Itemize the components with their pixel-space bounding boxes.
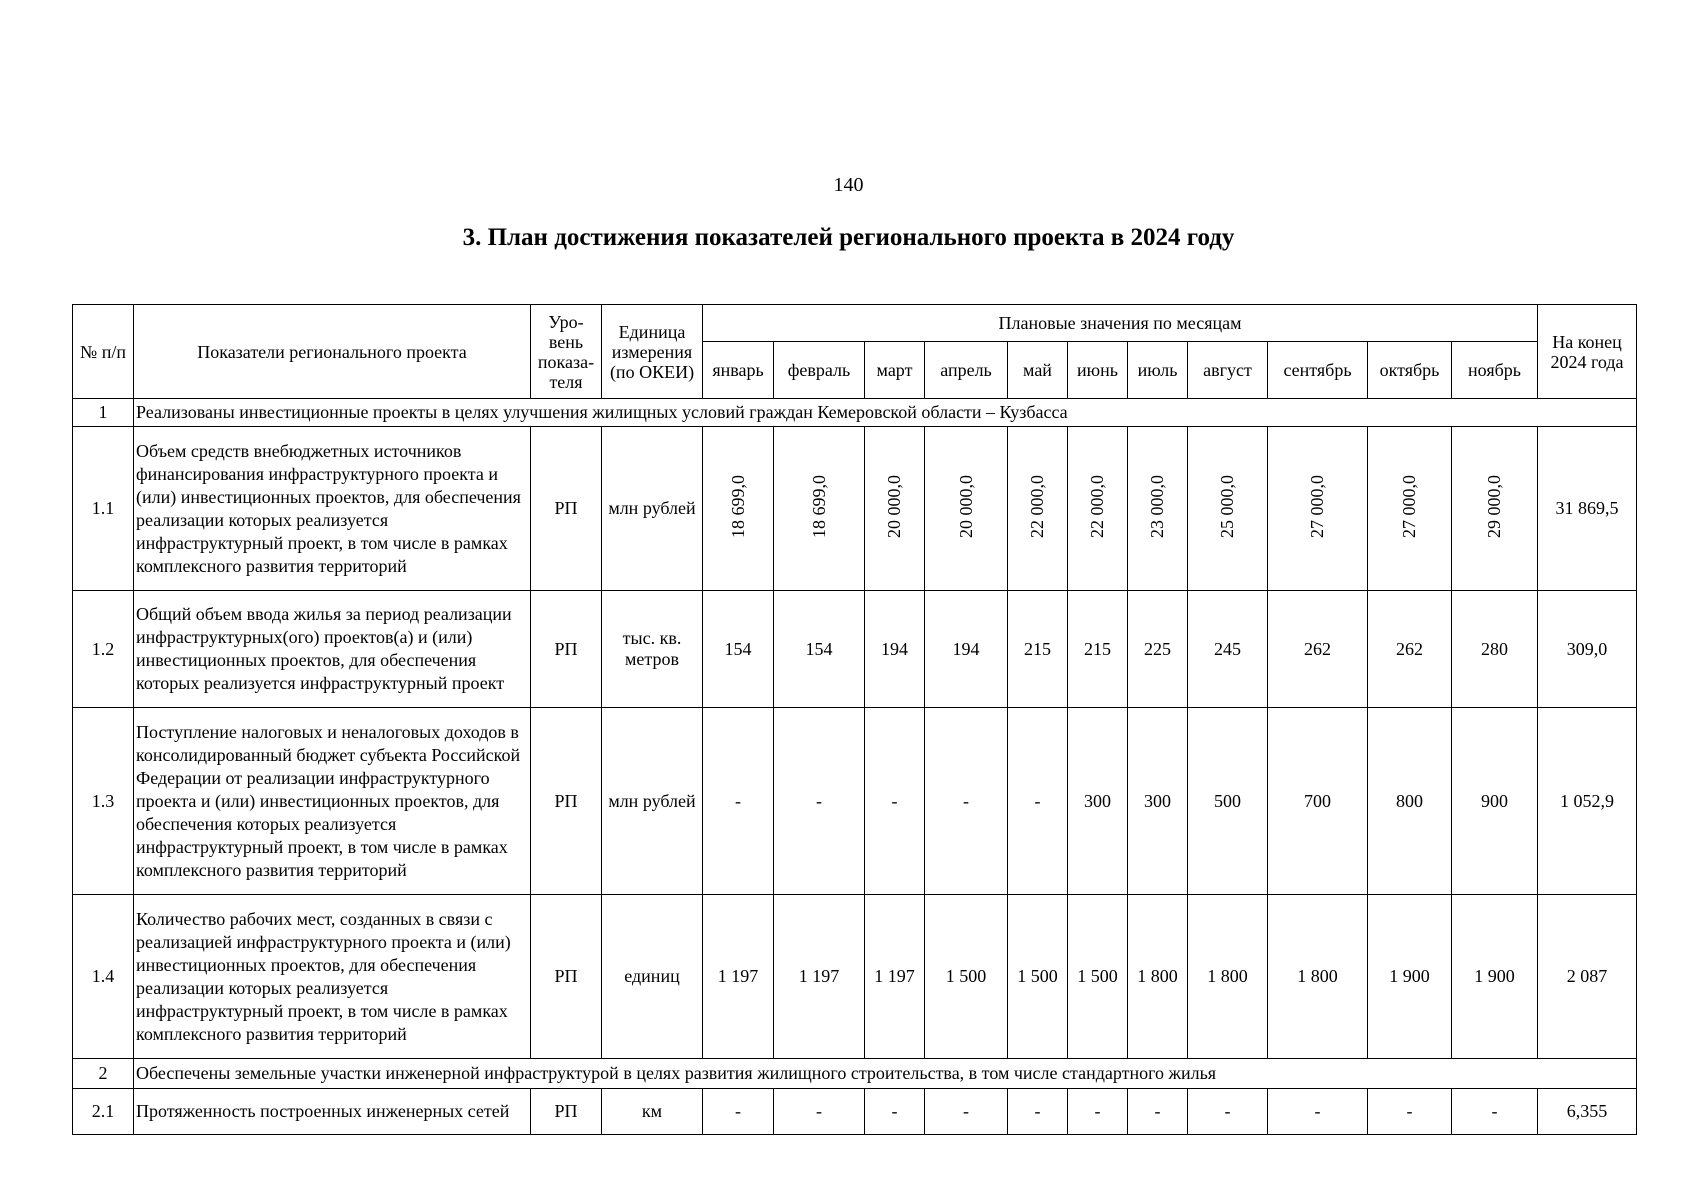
- section-row: [73, 399, 1637, 427]
- month-value: -: [703, 1089, 774, 1135]
- month-value: -: [925, 708, 1008, 895]
- indicator-name: Поступление налоговых и неналоговых доходов в консолидированный бюджет субъекта Российской Федерации от реализации инфраструктурного проекта и (или) инвестиционных проектов, для обеспечения которых реализуется инфраструктурный проект, в том числе в рамках комплексного развития территорий: [134, 708, 531, 895]
- row-num: 1.4: [73, 895, 134, 1059]
- month-value: 300: [1128, 708, 1188, 895]
- month-value: 29 000,0: [1484, 474, 1504, 538]
- header-month: сентябрь: [1268, 342, 1368, 399]
- month-value: 20 000,0: [955, 474, 976, 538]
- section-title: Реализованы инвестиционные проекты в целях улучшения жилищных условий граждан Кемеровской области – Кузбасса: [134, 399, 1637, 427]
- month-value: 22 000,0: [1087, 474, 1107, 538]
- indicator-level: РП: [531, 895, 602, 1059]
- year-end-value: 6,355: [1538, 1089, 1637, 1135]
- header-month: февраль: [774, 342, 865, 399]
- month-value: -: [1068, 1089, 1128, 1135]
- header-monthly: Плановые значения по месяцам: [703, 305, 1538, 342]
- table-row: [73, 1089, 1637, 1135]
- month-value: 1 197: [865, 895, 925, 1059]
- year-end-value: 309,0: [1538, 591, 1637, 708]
- header-month: ноябрь: [1452, 342, 1538, 399]
- month-value: 1 197: [703, 895, 774, 1059]
- indicator-unit: тыс. кв. метров: [602, 591, 703, 708]
- month-value: 1 197: [774, 895, 865, 1059]
- section-num: 1: [73, 399, 134, 427]
- header-level: Уро-вень показа-теля: [531, 305, 602, 399]
- table-row: [73, 427, 1637, 591]
- row-num: 2.1: [73, 1089, 134, 1135]
- row-num: 1.2: [73, 591, 134, 708]
- month-value: 300: [1068, 708, 1128, 895]
- row-num: 1.1: [73, 427, 134, 591]
- month-value: -: [1368, 1089, 1452, 1135]
- header-year-end: На конец 2024 года: [1538, 305, 1637, 399]
- month-value: -: [1268, 1089, 1368, 1135]
- month-value: 27 000,0: [1399, 474, 1419, 538]
- month-value: 18 699,0: [808, 474, 829, 538]
- month-value: -: [703, 708, 774, 895]
- month-value: -: [1452, 1089, 1538, 1135]
- month-value: 154: [774, 591, 865, 708]
- header-month: апрель: [925, 342, 1008, 399]
- header-num: № п/п: [73, 305, 134, 399]
- month-value: 215: [1068, 591, 1128, 708]
- month-value: 500: [1188, 708, 1268, 895]
- month-value: -: [1188, 1089, 1268, 1135]
- month-value: -: [865, 1089, 925, 1135]
- indicator-level: РП: [531, 591, 602, 708]
- month-value: -: [774, 708, 865, 895]
- header-month: октябрь: [1368, 342, 1452, 399]
- indicator-unit: км: [602, 1089, 703, 1135]
- page-number: 140: [833, 174, 864, 196]
- month-value: 800: [1368, 708, 1452, 895]
- month-value: 20 000,0: [884, 474, 904, 538]
- page-title: 3. План достижения показателей регионального проекта в 2024 году: [462, 224, 1235, 251]
- month-value: 1 800: [1188, 895, 1268, 1059]
- indicator-level: РП: [531, 427, 602, 591]
- header-month: январь: [703, 342, 774, 399]
- header-month: март: [865, 342, 925, 399]
- month-value: 245: [1188, 591, 1268, 708]
- year-end-value: 1 052,9: [1538, 708, 1637, 895]
- row-num: 1.3: [73, 708, 134, 895]
- month-value: 1 900: [1368, 895, 1452, 1059]
- month-value: -: [925, 1089, 1008, 1135]
- indicator-name: Общий объем ввода жилья за период реализации инфраструктурных(ого) проектов(а) и (или) инвестиционных проектов, для обеспечения которых реализуется инфраструктурный проект: [134, 591, 531, 708]
- indicator-name: Объем средств внебюджетных источников финансирования инфраструктурного проекта и (или) инвестиционных проектов, для обеспечения реализации которых реализуется инфраструктурный проект, в том числе в рамках комплексного развития территорий: [134, 427, 531, 591]
- header-month: май: [1008, 342, 1068, 399]
- month-value: -: [1128, 1089, 1188, 1135]
- month-value: 900: [1452, 708, 1538, 895]
- month-value: -: [774, 1089, 865, 1135]
- month-value: 262: [1268, 591, 1368, 708]
- month-value: 154: [703, 591, 774, 708]
- month-value: 262: [1368, 591, 1452, 708]
- month-value: 700: [1268, 708, 1368, 895]
- month-value: -: [1008, 708, 1068, 895]
- header-unit: Единица измерения (по ОКЕИ): [602, 305, 703, 399]
- month-value: 1 500: [1068, 895, 1128, 1059]
- month-value: 194: [925, 591, 1008, 708]
- table-row: [73, 895, 1637, 1059]
- month-value: 23 000,0: [1147, 474, 1167, 538]
- section-num: 2: [73, 1059, 134, 1089]
- table-row: [73, 591, 1637, 708]
- month-value: 194: [865, 591, 925, 708]
- month-value: 1 800: [1268, 895, 1368, 1059]
- month-value: 1 500: [1008, 895, 1068, 1059]
- month-value: 18 699,0: [727, 474, 748, 538]
- indicator-level: РП: [531, 708, 602, 895]
- header-month: август: [1188, 342, 1268, 399]
- header-month: июнь: [1068, 342, 1128, 399]
- indicator-level: РП: [531, 1089, 602, 1135]
- month-value: 1 800: [1128, 895, 1188, 1059]
- indicators-table: [72, 304, 1637, 1135]
- indicator-unit: млн рублей: [602, 708, 703, 895]
- month-value: 225: [1128, 591, 1188, 708]
- month-value: 27 000,0: [1307, 474, 1327, 538]
- section-title: Обеспечены земельные участки инженерной инфраструктурой в целях развития жилищного строительства, в том числе стандартного жилья: [134, 1059, 1637, 1089]
- indicator-name: Протяженность построенных инженерных сетей: [134, 1089, 531, 1135]
- section-row: [73, 1059, 1637, 1089]
- indicator-name: Количество рабочих мест, созданных в связи с реализацией инфраструктурного проекта и (или) инвестиционных проектов, для обеспечения реализации которых реализуется инфраструктурный проект, в том числе в рамках комплексного развития территорий: [134, 895, 531, 1059]
- month-value: 1 900: [1452, 895, 1538, 1059]
- month-value: 25 000,0: [1217, 474, 1237, 538]
- month-value: 280: [1452, 591, 1538, 708]
- year-end-value: 2 087: [1538, 895, 1637, 1059]
- table-row: [73, 708, 1637, 895]
- month-value: 215: [1008, 591, 1068, 708]
- month-value: -: [1008, 1089, 1068, 1135]
- year-end-value: 31 869,5: [1538, 427, 1637, 591]
- header-month: июль: [1128, 342, 1188, 399]
- header-indicator: Показатели регионального проекта: [134, 305, 531, 399]
- indicator-unit: млн рублей: [602, 427, 703, 591]
- month-value: 22 000,0: [1027, 474, 1047, 538]
- month-value: -: [865, 708, 925, 895]
- month-value: 1 500: [925, 895, 1008, 1059]
- indicator-unit: единиц: [602, 895, 703, 1059]
